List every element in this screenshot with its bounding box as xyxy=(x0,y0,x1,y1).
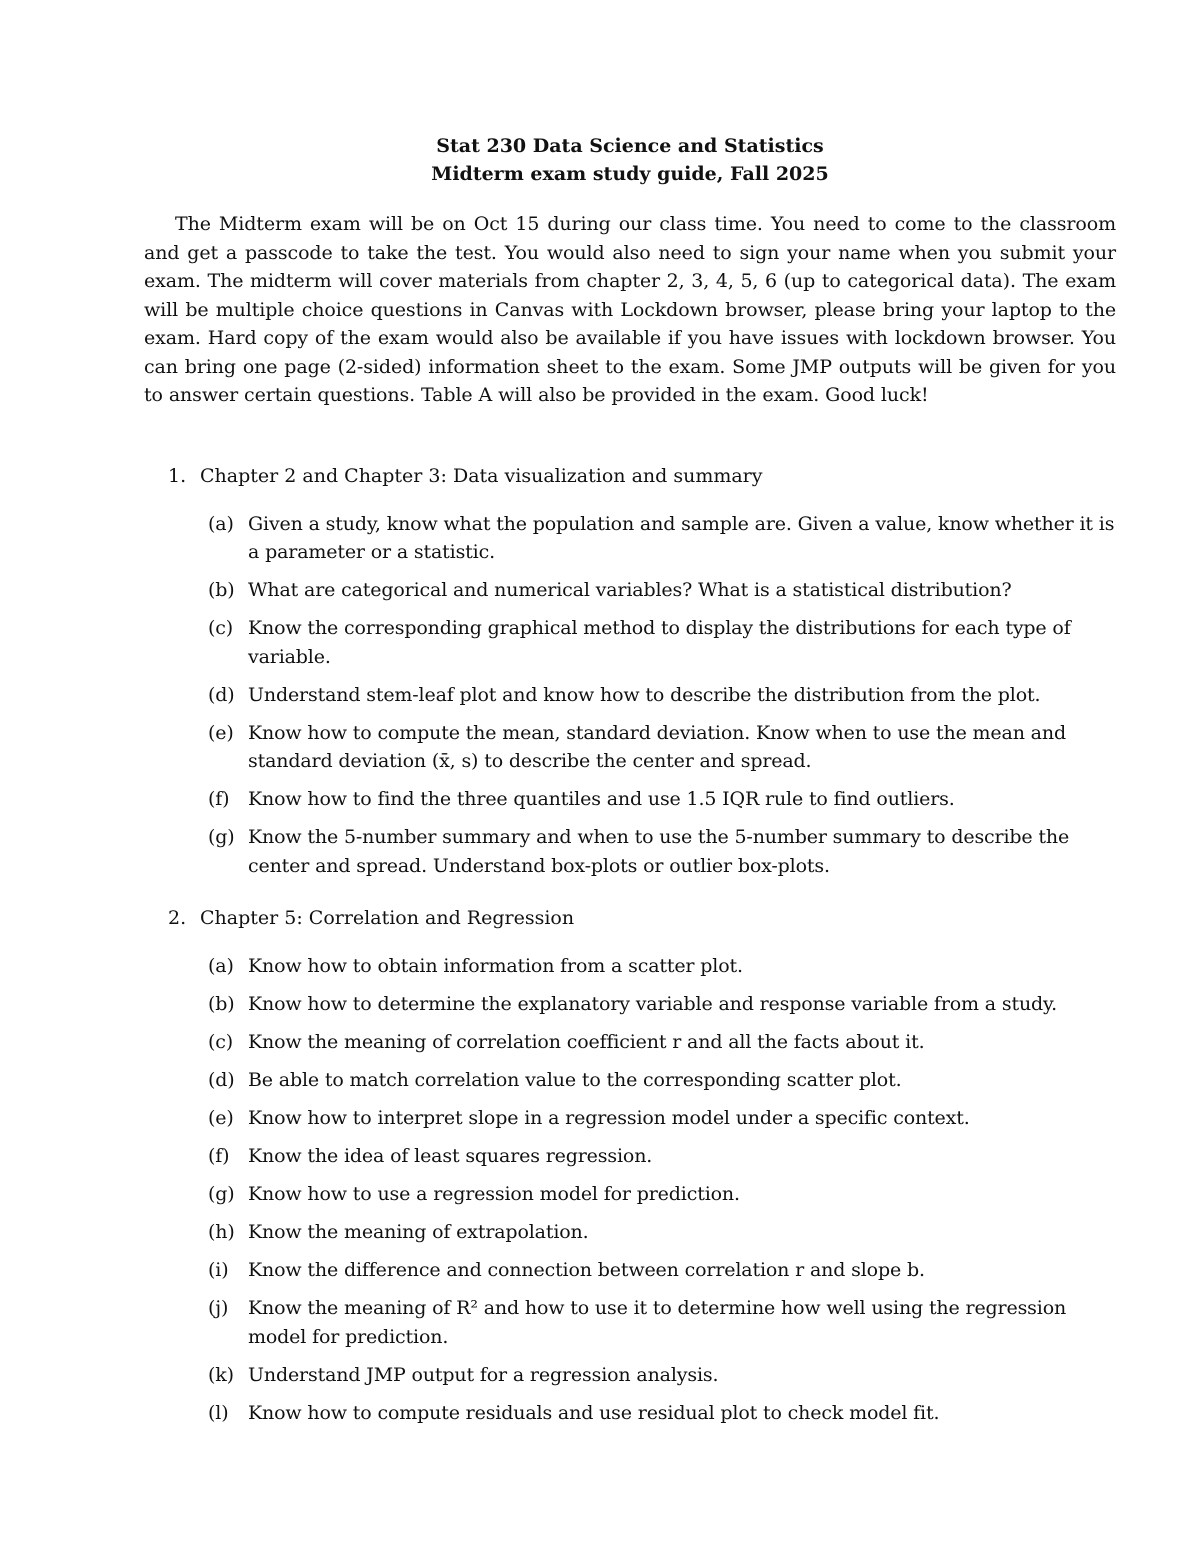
item-label: (a) xyxy=(208,955,234,977)
topics-list xyxy=(144,462,1116,1428)
item-label: (g) xyxy=(208,826,235,848)
list-item xyxy=(200,952,1116,981)
item-text: Know the meaning of extrapolation. xyxy=(248,1221,589,1243)
document-title: Stat 230 Data Science and Statistics xyxy=(436,135,824,157)
section-chapter-5 xyxy=(144,904,1116,1427)
document-page xyxy=(144,132,1116,1451)
list-item xyxy=(200,823,1116,880)
item-text: Know the meaning of R² and how to use it to determine how well using the regression model for prediction. xyxy=(248,1297,1067,1348)
document-subtitle: Midterm exam study guide, Fall 2025 xyxy=(431,163,829,185)
list-item xyxy=(200,510,1116,567)
list-item xyxy=(200,785,1116,814)
item-text: Understand JMP output for a regression analysis. xyxy=(248,1363,719,1386)
item-label: (i) xyxy=(208,1259,229,1281)
item-label: (b) xyxy=(208,993,235,1015)
list-item xyxy=(200,1142,1116,1171)
item-text: Know how to find the three quantiles and use 1.5 IQR rule to find outliers. xyxy=(248,788,955,810)
item-label: (c) xyxy=(208,617,234,639)
item-text: Know the corresponding graphical method to display the distributions for each type of variable. xyxy=(248,617,1071,668)
section-chapter-2-3 xyxy=(144,462,1116,881)
item-label: (f) xyxy=(208,788,230,810)
item-text: Know the meaning of correlation coefficient r and all the facts about it. xyxy=(248,1031,925,1053)
list-item xyxy=(200,719,1116,776)
item-label: (h) xyxy=(208,1221,235,1243)
section-items xyxy=(200,952,1116,1427)
item-label: (e) xyxy=(208,1107,234,1129)
list-item xyxy=(200,1361,1116,1390)
item-label: (g) xyxy=(208,1183,235,1205)
list-item xyxy=(200,1066,1116,1095)
item-text: Know the idea of least squares regression. xyxy=(248,1145,653,1167)
item-text: Know how to obtain information from a scatter plot. xyxy=(248,955,743,977)
item-label: (a) xyxy=(208,512,234,535)
item-text: Know the difference and connection between correlation r and slope b. xyxy=(248,1259,925,1281)
list-item xyxy=(200,681,1116,710)
item-label: (e) xyxy=(208,721,234,744)
item-label: (b) xyxy=(208,579,235,601)
list-item xyxy=(200,1256,1116,1285)
list-item xyxy=(200,1218,1116,1247)
section-title: Chapter 2 and Chapter 3: Data visualization and summary xyxy=(200,464,763,487)
item-text: Know how to compute residuals and use residual plot to check model fit. xyxy=(248,1401,940,1424)
item-text: Understand stem-leaf plot and know how to describe the distribution from the plot. xyxy=(248,683,1041,706)
item-label: (l) xyxy=(208,1401,229,1424)
item-label: (d) xyxy=(208,1069,235,1091)
list-item xyxy=(200,990,1116,1019)
section-title: Chapter 5: Correlation and Regression xyxy=(200,907,575,929)
item-text: What are categorical and numerical variables? What is a statistical distribution? xyxy=(248,579,1012,601)
list-item xyxy=(200,614,1116,671)
item-text: Know how to compute the mean, standard deviation. Know when to use the mean and standard deviation (x̄, s) to describe the center and spread. xyxy=(248,721,1066,772)
list-item xyxy=(200,1104,1116,1133)
section-number: 1. xyxy=(168,464,187,487)
list-item xyxy=(200,1294,1116,1351)
list-item xyxy=(200,1028,1116,1057)
document-title-block xyxy=(144,132,1116,188)
section-items xyxy=(200,510,1116,881)
item-text: Know how to use a regression model for prediction. xyxy=(248,1183,740,1205)
item-text: Know how to determine the explanatory variable and response variable from a study. xyxy=(248,993,1057,1015)
item-text: Know the 5-number summary and when to use the 5-number summary to describe the center and spread. Understand box-plots or outlier box-plots. xyxy=(248,826,1070,877)
intro-paragraph: The Midterm exam will be on Oct 15 during our class time. You need to come to the classroom and get a passcode to take the test. You would also need to sign your name when you submit your exam. The midterm will cover materials from chapter 2, 3, 4, 5, 6 (up to categorical data). The exam will be multiple choice questions in Canvas with Lockdown browser, please bring your laptop to the exam. Hard copy of the exam would also be available if you have issues with lockdown browser. You can bring one page (2-sided) information sheet to the exam. Some JMP outputs will be given for you to answer certain questions. Table A will also be provided in the exam. Good luck! xyxy=(144,213,1116,406)
list-item xyxy=(200,1399,1116,1428)
list-item xyxy=(200,1180,1116,1209)
item-label: (c) xyxy=(208,1031,234,1053)
item-label: (d) xyxy=(208,683,235,706)
section-number: 2. xyxy=(168,907,187,929)
item-label: (k) xyxy=(208,1363,234,1386)
item-text: Know how to interpret slope in a regression model under a specific context. xyxy=(248,1107,970,1129)
list-item xyxy=(200,576,1116,605)
item-text: Be able to match correlation value to the corresponding scatter plot. xyxy=(248,1069,902,1091)
item-label: (j) xyxy=(208,1297,229,1319)
item-label: (f) xyxy=(208,1145,230,1167)
item-text: Given a study, know what the population and sample are. Given a value, know whether it is a parameter or a statistic. xyxy=(248,512,1115,563)
